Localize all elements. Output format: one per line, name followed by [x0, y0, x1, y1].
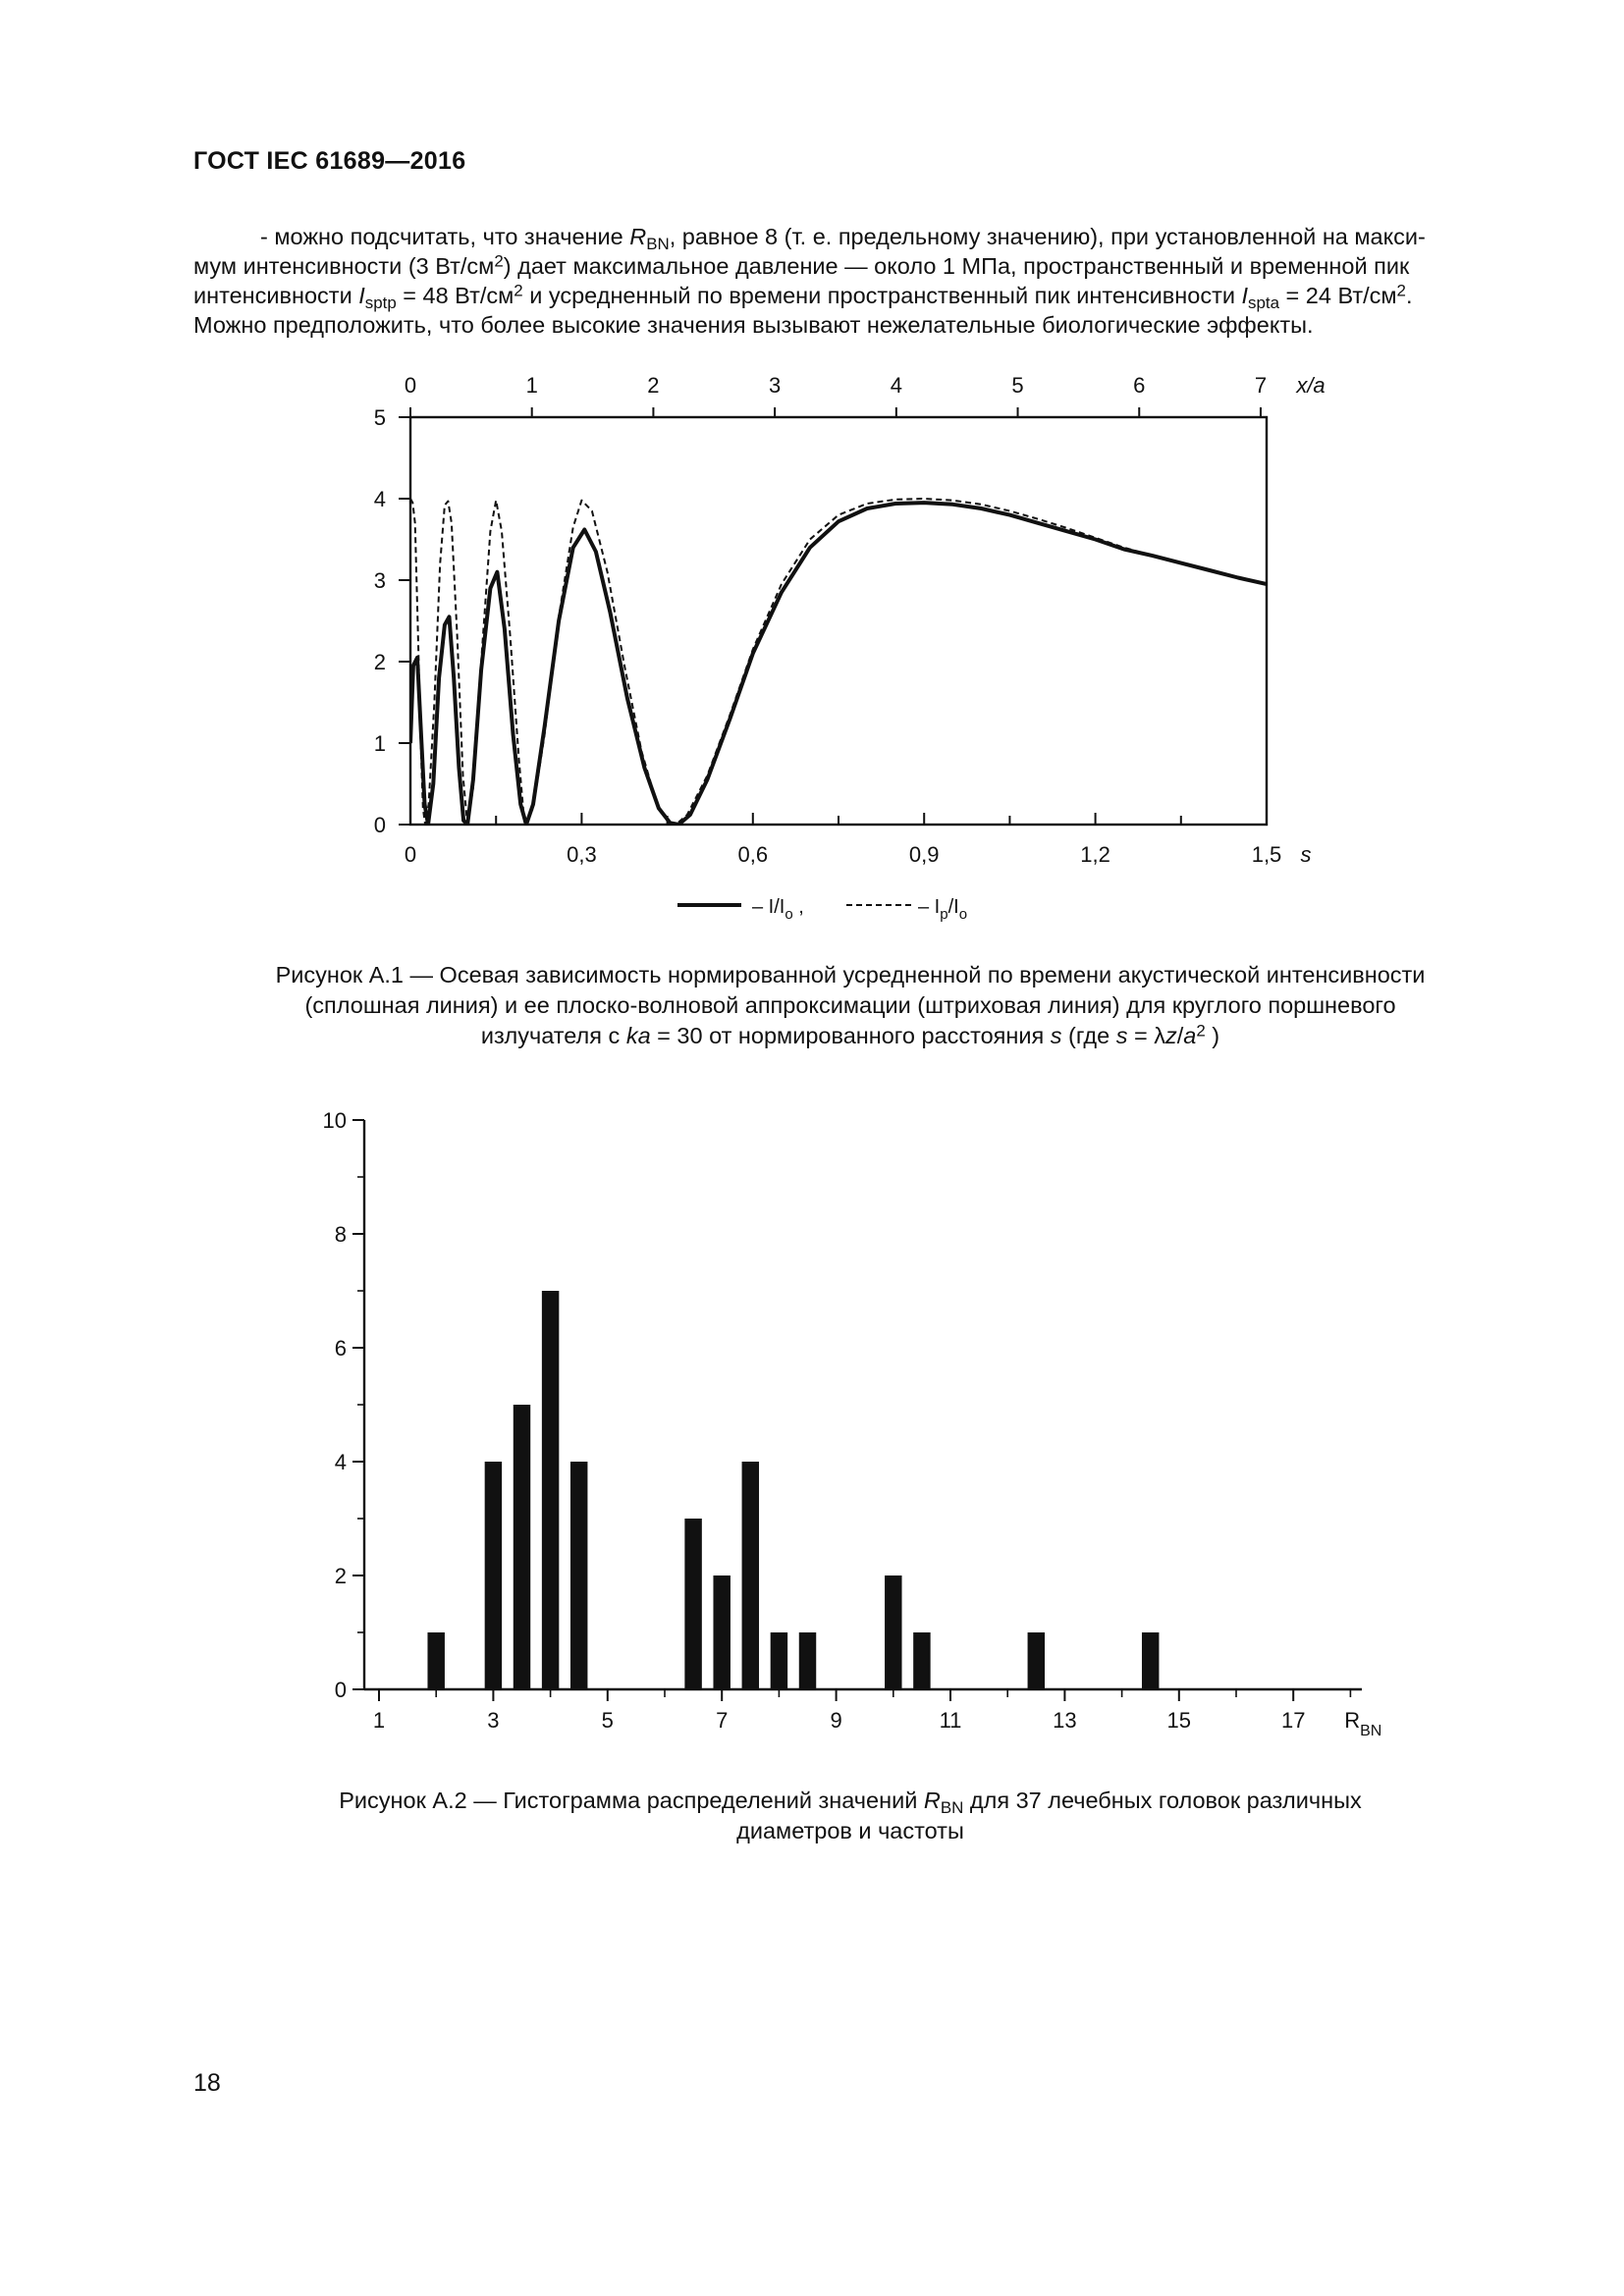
histogram-bar — [771, 1632, 787, 1689]
y-tick-label: 4 — [334, 1450, 347, 1474]
histogram-bar — [885, 1575, 901, 1689]
histogram-bar — [799, 1632, 816, 1689]
y-tick-label: 5 — [373, 405, 386, 430]
legend-solid-label: – $I/I_o$ , — [752, 896, 804, 923]
x2-tick-label: 5 — [1011, 373, 1024, 398]
histogram-bar — [1028, 1632, 1045, 1689]
x-tick-label: 7 — [716, 1708, 729, 1733]
x-tick-label: 0,9 — [908, 842, 940, 867]
histogram-bar — [514, 1405, 530, 1689]
x2-axis-label: x/a — [1296, 373, 1326, 398]
x2-tick-label: 1 — [525, 373, 538, 398]
x-tick-label: 0,3 — [567, 842, 597, 867]
histogram-bar — [542, 1291, 559, 1689]
paragraph-line-2: мум интенсивности (3 $Вт/см^2$) дает максимальное давление — около 1 МПа, пространственный и временной пик — [193, 251, 1410, 279]
x2-tick-label: 0 — [404, 373, 417, 398]
histogram-bar — [713, 1575, 730, 1689]
x-tick-label: 11 — [939, 1708, 962, 1733]
figure-2-caption — [193, 1786, 1507, 1846]
paragraph-line-3: интенсивности $I_{sptp} = 48$ $Вт/см^2$ и усредненный по времени пространственный пик интенсивности $I_{spta} = 24$ $Вт/см^2$. — [193, 281, 1413, 313]
x-tick-label: 15 — [1166, 1708, 1192, 1733]
x2-tick-label: 3 — [768, 373, 782, 398]
histogram-bar — [1142, 1632, 1159, 1689]
x-tick-label: 0 — [404, 842, 417, 867]
histogram-bar — [485, 1462, 502, 1689]
x-tick-label: 1,2 — [1080, 842, 1110, 867]
paragraph-line-4: Можно предположить, что более высокие значения вызывают нежелательные биологические эффекты. — [193, 312, 1314, 338]
x-tick-label: 9 — [830, 1708, 842, 1733]
x-tick-label: 3 — [487, 1708, 500, 1733]
y-tick-label: 1 — [373, 731, 386, 756]
x2-tick-label: 7 — [1254, 373, 1268, 398]
x2-tick-label: 2 — [647, 373, 660, 398]
x-tick-label: 1,5 — [1251, 842, 1282, 867]
y-tick-label: 10 — [322, 1108, 347, 1133]
y-tick-label: 6 — [334, 1336, 347, 1361]
figure-2-caption-line-1: Рисунок А.2 — Гистограмма распределений значений $R_{BN}$ для 37 лечебных головок различных — [339, 1788, 1362, 1818]
x-axis-label: $R_{BN}$ — [1344, 1708, 1382, 1739]
x2-tick-label: 6 — [1133, 373, 1146, 398]
y-tick-label: 3 — [373, 568, 386, 593]
figure-2-caption-line-2: диаметров и частоты — [736, 1818, 964, 1843]
y-tick-label: 2 — [373, 650, 386, 674]
x-tick-label: 5 — [601, 1708, 614, 1733]
figure-1-caption-line-3: излучателя с ka = 30 от нормированного расстояния s (где $s = \lambda z/a^2$ ) — [480, 1021, 1220, 1048]
page-number: 18 — [193, 2069, 221, 2097]
x-tick-label: 1 — [372, 1708, 386, 1733]
histogram-bar — [913, 1632, 930, 1689]
histogram-bar — [570, 1462, 587, 1689]
legend-dashed-label: – $I_p/I_o$ — [918, 896, 968, 923]
histogram-bar — [427, 1632, 444, 1689]
y-tick-label: 0 — [373, 813, 386, 837]
x-tick-label: 0,6 — [737, 842, 769, 867]
paragraph-line-1: - можно подсчитать, что значение $R_{BN}$, равное 8 (т. е. предельному значению), при установленной на макси- — [260, 224, 1426, 254]
y-tick-label: 8 — [334, 1222, 347, 1247]
x-tick-label: 13 — [1053, 1708, 1077, 1733]
figure-1-caption-line-1: Рисунок А.1 — Осевая зависимость нормированной усредненной по времени акустической интенсивности — [275, 962, 1426, 988]
x-tick-label: 17 — [1280, 1708, 1306, 1733]
x-axis-label: s — [1300, 842, 1312, 867]
y-tick-label: 0 — [334, 1678, 347, 1702]
document-header: ГОСТ IEC 61689—2016 — [193, 147, 466, 175]
y-tick-label: 2 — [334, 1564, 347, 1588]
histogram-bar — [684, 1519, 701, 1689]
figure-1-caption-line-2: (сплошная линия) и ее плоско-волновой аппроксимации (штриховая линия) для круглого поршневого — [304, 992, 1396, 1018]
y-tick-label: 4 — [373, 487, 386, 511]
histogram-bar — [742, 1462, 759, 1689]
x2-tick-label: 4 — [890, 373, 902, 398]
